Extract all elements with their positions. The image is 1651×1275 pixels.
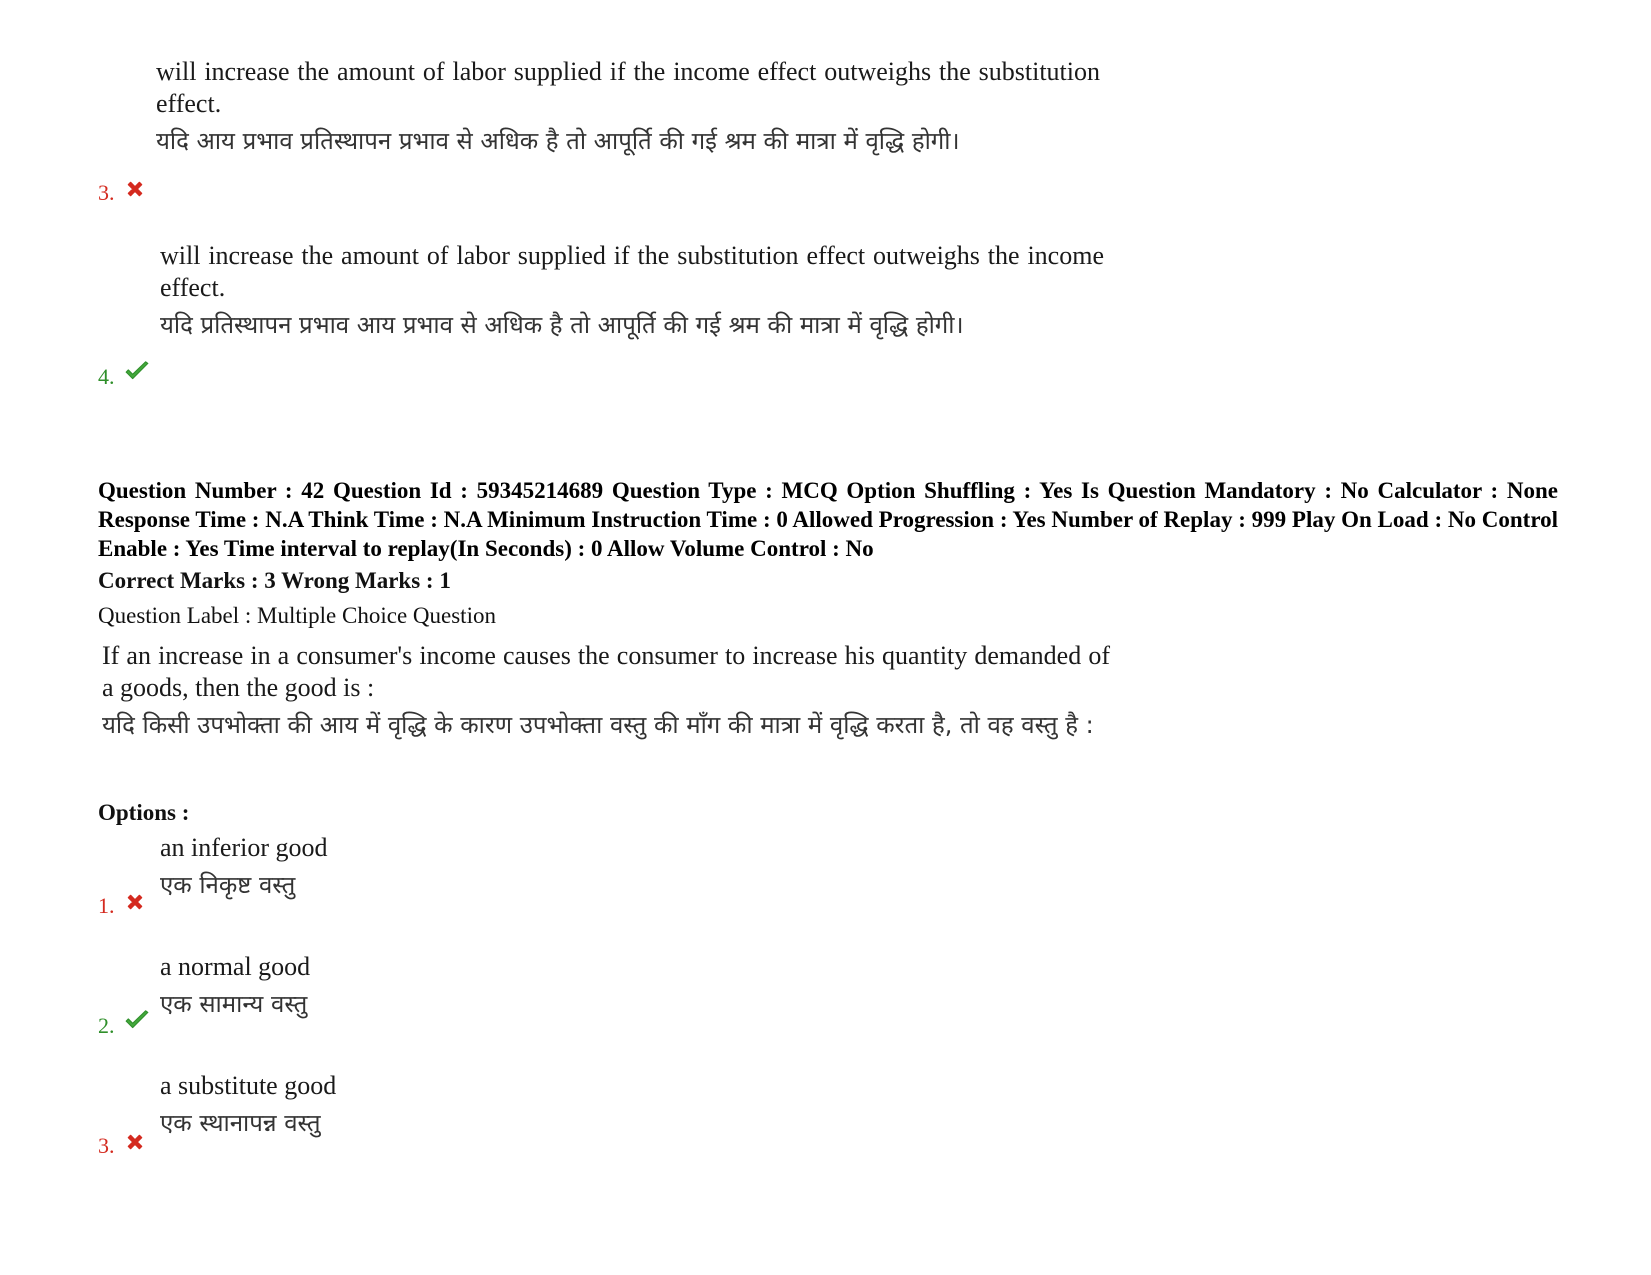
- cross-icon: [124, 178, 146, 200]
- question-text: [102, 640, 1110, 744]
- question-meta: Question Number : 42 Question Id : 59345214689 Question Type : MCQ Option Shuffling : Yes Is Question Mandatory : No Calculator : None Response Time : N.A Think Time : N.A Minimum Instruction Time : 0 Allowed Progression : Yes Number of Replay : 999 Play On Load : No Control Enable : Yes Time interval to replay(In Seconds) : 0 Allow Volume Control : No: [98, 478, 1558, 561]
- option-text: [160, 1070, 760, 1142]
- option-text-hi: यदि आय प्रभाव प्रतिस्थापन प्रभाव से अधिक है तो आपूर्ति की गई श्रम की मात्रा में वृद्धि होगी।: [156, 127, 960, 155]
- option-text: [160, 832, 760, 904]
- option-text-en: will increase the amount of labor supplied if the income effect outweighs the substitution effect.: [156, 57, 1100, 118]
- question-text-hi: यदि किसी उपभोक्ता की आय में वृद्धि के कारण उपभोक्ता वस्तु की माँग की मात्रा में वृद्धि करता है, तो वह वस्तु है :: [102, 711, 1094, 739]
- options-heading: Options :: [98, 800, 190, 825]
- option-text-en: a substitute good: [160, 1071, 337, 1100]
- option-text-en: a normal good: [160, 952, 311, 981]
- option-text-hi: यदि प्रतिस्थापन प्रभाव आय प्रभाव से अधिक है तो आपूर्ति की गई श्रम की मात्रा में वृद्धि होगी।: [160, 311, 964, 339]
- option-text-hi: एक स्थानापन्न वस्तु: [160, 1109, 321, 1137]
- option-text-en: an inferior good: [160, 833, 328, 862]
- question-label: Question Label : Multiple Choice Question: [98, 603, 496, 628]
- option-number: 1.: [98, 893, 115, 918]
- option-text-en: will increase the amount of labor supplied if the substitution effect outweighs the income effect.: [160, 241, 1104, 302]
- check-icon: [124, 1009, 150, 1031]
- cross-icon: [124, 891, 146, 913]
- option-text: [160, 951, 760, 1023]
- option-number: 2.: [98, 1013, 115, 1038]
- option-text: [160, 240, 1104, 344]
- check-icon: [124, 360, 150, 382]
- question-text-en: If an increase in a consumer's income causes the consumer to increase his quantity demanded of a goods, then the good is :: [102, 641, 1110, 702]
- option-text: [156, 56, 1100, 160]
- question-marks: Correct Marks : 3 Wrong Marks : 1: [98, 568, 451, 593]
- option-text-hi: एक सामान्य वस्तु: [160, 990, 308, 1018]
- cross-icon: [124, 1131, 146, 1153]
- option-number: 4.: [98, 364, 115, 389]
- option-number: 3.: [98, 1133, 115, 1158]
- option-number: 3.: [98, 180, 115, 205]
- option-text-hi: एक निकृष्ट वस्तु: [160, 871, 296, 899]
